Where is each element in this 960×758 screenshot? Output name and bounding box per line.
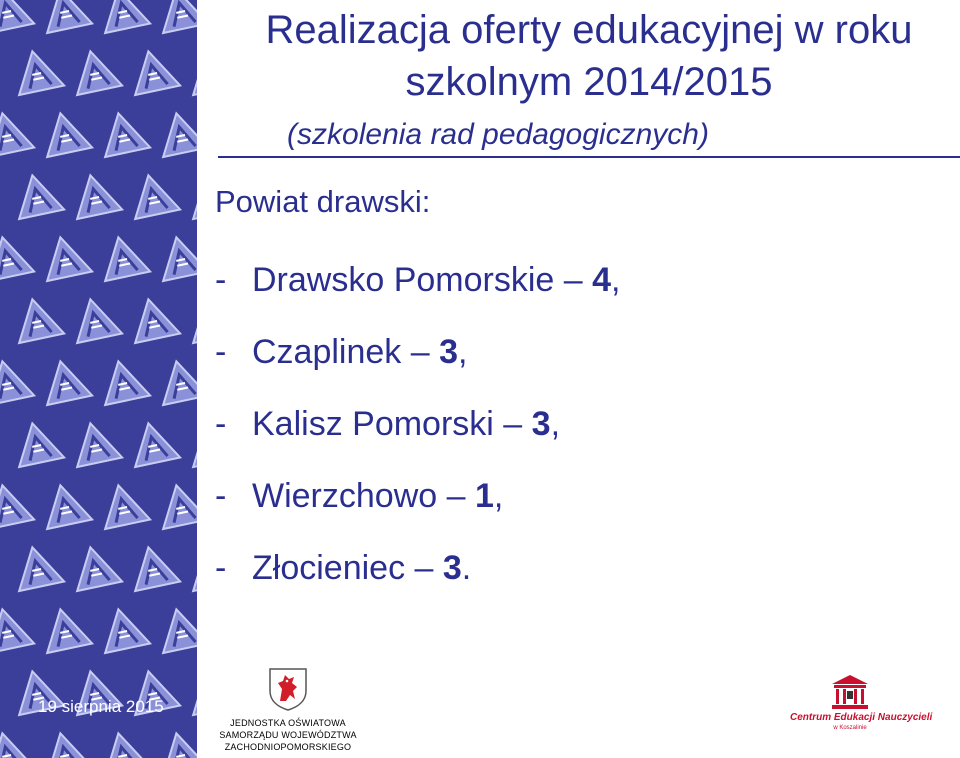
ce-pattern-icon	[97, 108, 150, 157]
ce-pattern-icon	[0, 232, 34, 281]
ce-pattern-icon	[39, 728, 92, 758]
list-separator: .	[461, 549, 472, 587]
ce-pattern-icon	[11, 418, 64, 467]
list-dash: -	[215, 405, 227, 443]
list-item	[215, 258, 620, 330]
ce-pattern-icon	[11, 170, 64, 219]
list-dash: -	[215, 477, 227, 515]
slide-title: Realizacja oferty edukacyjnej w roku szkolnym 2014/2015	[265, 8, 913, 104]
ce-pattern-icon	[97, 728, 150, 758]
ce-pattern-icon	[11, 294, 64, 343]
ce-pattern-icon	[0, 480, 34, 529]
ce-pattern-icon	[97, 232, 150, 281]
ce-pattern-icon	[11, 542, 64, 591]
ce-pattern-icon	[155, 108, 197, 157]
cen-logo-name: Centrum Edukacji Nauczycieli	[790, 712, 933, 723]
ce-pattern-icon	[39, 0, 92, 33]
ce-pattern-icon	[185, 170, 197, 219]
cen-logo-sub: w Koszalinie	[833, 725, 867, 731]
list-separator: ,	[611, 261, 621, 299]
ce-pattern-icon	[39, 108, 92, 157]
ce-pattern-icon	[155, 480, 197, 529]
griffin-crest-icon	[268, 667, 308, 711]
ce-pattern-icon	[69, 294, 122, 343]
ce-pattern-icon	[127, 418, 180, 467]
ce-pattern-icon	[11, 46, 64, 95]
ce-pattern-icon	[127, 46, 180, 95]
list-item	[215, 546, 620, 618]
list-item	[215, 474, 620, 546]
ce-pattern-icon	[97, 604, 150, 653]
list-count: 3	[439, 333, 459, 371]
list-item	[215, 330, 620, 402]
ce-pattern-icon	[185, 666, 197, 715]
list-count: 3	[442, 549, 462, 587]
list-item	[215, 402, 620, 474]
ce-pattern-icon	[0, 0, 34, 33]
list-dash: -	[215, 549, 227, 587]
ce-pattern-icon	[0, 728, 34, 758]
ce-pattern-icon	[185, 542, 197, 591]
footer-institution	[218, 667, 358, 753]
ce-pattern-icon	[39, 356, 92, 405]
ce-pattern-icon	[185, 46, 197, 95]
list-place: Złocieniec –	[252, 549, 443, 587]
ce-pattern-icon	[0, 604, 34, 653]
ce-pattern-icon	[0, 356, 34, 405]
list-place: Wierzchowo –	[252, 477, 475, 515]
training-list	[215, 258, 620, 618]
ce-pattern-icon	[185, 418, 197, 467]
ce-pattern-icon	[97, 356, 150, 405]
ce-pattern-icon	[155, 0, 197, 33]
ce-pattern-icon	[69, 46, 122, 95]
list-count: 1	[474, 477, 494, 515]
slide-subtitle: (szkolenia rad pedagogicznych)	[287, 118, 709, 151]
ce-pattern-icon	[155, 604, 197, 653]
list-count: 4	[592, 261, 612, 299]
ce-pattern-icon	[97, 480, 150, 529]
list-count: 3	[531, 405, 551, 443]
footer-line: ZACHODNIOPOMORSKIEGO	[224, 742, 352, 752]
ce-pattern-icon	[155, 356, 197, 405]
ce-pattern-icon	[39, 232, 92, 281]
footer-line: SAMORZĄDU WOJEWÓDZTWA	[219, 730, 357, 740]
ce-pattern-icon	[127, 294, 180, 343]
list-place: Kalisz Pomorski –	[252, 405, 532, 443]
ce-pattern-icon	[39, 480, 92, 529]
ce-pattern-icon	[185, 294, 197, 343]
district-heading: Powiat drawski:	[215, 184, 431, 219]
footer-line: JEDNOSTKA OŚWIATOWA	[230, 718, 346, 728]
ce-pattern-icon	[127, 542, 180, 591]
list-dash: -	[215, 333, 227, 371]
list-separator: ,	[458, 333, 468, 371]
ce-logo-pattern-icon	[0, 0, 197, 758]
list-dash: -	[215, 261, 227, 299]
list-place: Czaplinek –	[252, 333, 440, 371]
title-underline	[218, 156, 960, 158]
ce-pattern-icon	[69, 418, 122, 467]
sidebar-pattern	[0, 0, 197, 758]
list-place: Drawsko Pomorskie –	[252, 261, 593, 299]
ce-pattern-icon	[97, 0, 150, 33]
cen-building-logo-icon	[790, 672, 910, 712]
ce-pattern-icon	[69, 542, 122, 591]
slide-date: 19 sierpnia 2015	[38, 697, 164, 716]
cen-logo	[790, 672, 933, 736]
subtitle-row	[218, 114, 960, 160]
ce-pattern-icon	[127, 170, 180, 219]
ce-pattern-icon	[155, 232, 197, 281]
list-separator: ,	[493, 477, 504, 515]
list-separator: ,	[550, 405, 561, 443]
ce-pattern-icon	[39, 604, 92, 653]
ce-pattern-icon	[69, 170, 122, 219]
ce-pattern-icon	[0, 108, 34, 157]
ce-pattern-icon	[155, 728, 197, 758]
